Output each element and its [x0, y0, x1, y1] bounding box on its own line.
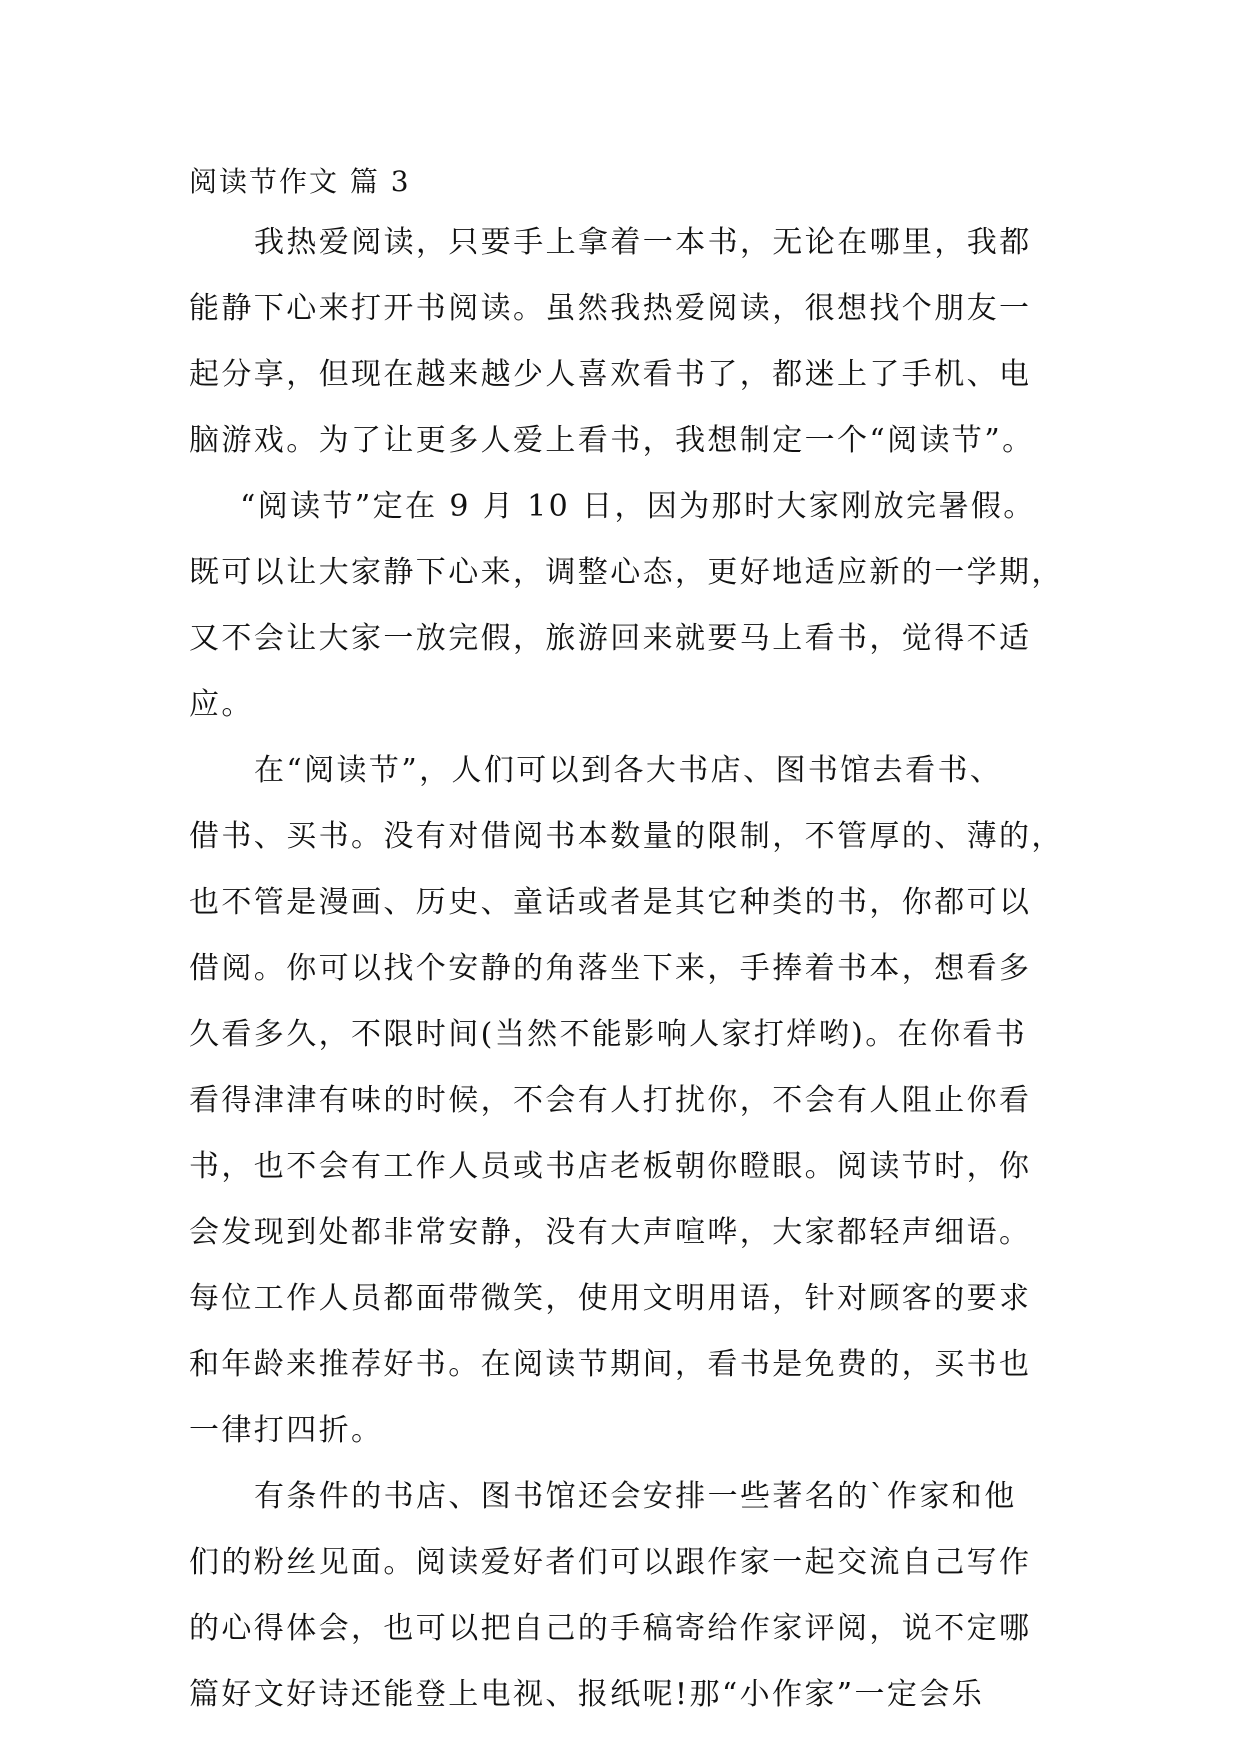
text-line: 书，也不会有工作人员或书店老板朝你瞪眼。阅读节时，你 [189, 1149, 1032, 1184]
text-line: 起分享，但现在越来越少人喜欢看书了，都迷上了手机、电 [189, 357, 1032, 392]
text-line: 既可以让大家静下心来，调整心态，更好地适应新的一学期， [189, 555, 1064, 590]
text-line: 脑游戏。为了让更多人爱上看书，我想制定一个“阅读节”。 [189, 423, 1035, 458]
text-line: 一律打四折。 [189, 1413, 384, 1448]
text-line: “阅读节”定在 9 月 10 日，因为那时大家刚放完暑假。 [240, 489, 1036, 524]
text-line: 看得津津有味的时候，不会有人打扰你，不会有人阻止你看 [189, 1083, 1032, 1118]
text-line: 和年龄来推荐好书。在阅读节期间，看书是免费的，买书也 [189, 1347, 1032, 1382]
text-line: 借阅。你可以找个安静的角落坐下来，手捧着书本，想看多 [189, 951, 1032, 986]
text-line: 应。 [189, 687, 254, 722]
text-line: 有条件的书店、图书馆还会安排一些著名的`作家和他 [254, 1479, 1017, 1514]
text-line: 也不管是漫画、历史、童话或者是其它种类的书，你都可以 [189, 885, 1032, 920]
text-line: 久看多久，不限时间(当然不能影响人家打烊哟)。在你看书 [189, 1017, 1028, 1052]
text-line: 们的粉丝见面。阅读爱好者们可以跟作家一起交流自己写作 [189, 1545, 1032, 1580]
text-line: 的心得体会，也可以把自己的手稿寄给作家评阅，说不定哪 [189, 1611, 1032, 1646]
text-line: 会发现到处都非常安静，没有大声喧哗，大家都轻声细语。 [189, 1215, 1032, 1250]
text-line: 每位工作人员都面带微笑，使用文明用语，针对顾客的要求 [189, 1281, 1032, 1316]
text-line: 借书、买书。没有对借阅书本数量的限制，不管厚的、薄的， [189, 819, 1064, 854]
text-line: 能静下心来打开书阅读。虽然我热爱阅读，很想找个朋友一 [189, 291, 1032, 326]
text-line: 在“阅读节”，人们可以到各大书店、图书馆去看书、 [254, 753, 1003, 788]
text-line: 篇好文好诗还能登上电视、报纸呢!那“小作家”一定会乐 [189, 1677, 985, 1712]
page-title: 阅读节作文 篇 3 [189, 165, 411, 198]
text-line: 又不会让大家一放完假，旅游回来就要马上看书，觉得不适 [189, 621, 1032, 656]
text-line: 我热爱阅读，只要手上拿着一本书，无论在哪里，我都 [254, 225, 1032, 260]
